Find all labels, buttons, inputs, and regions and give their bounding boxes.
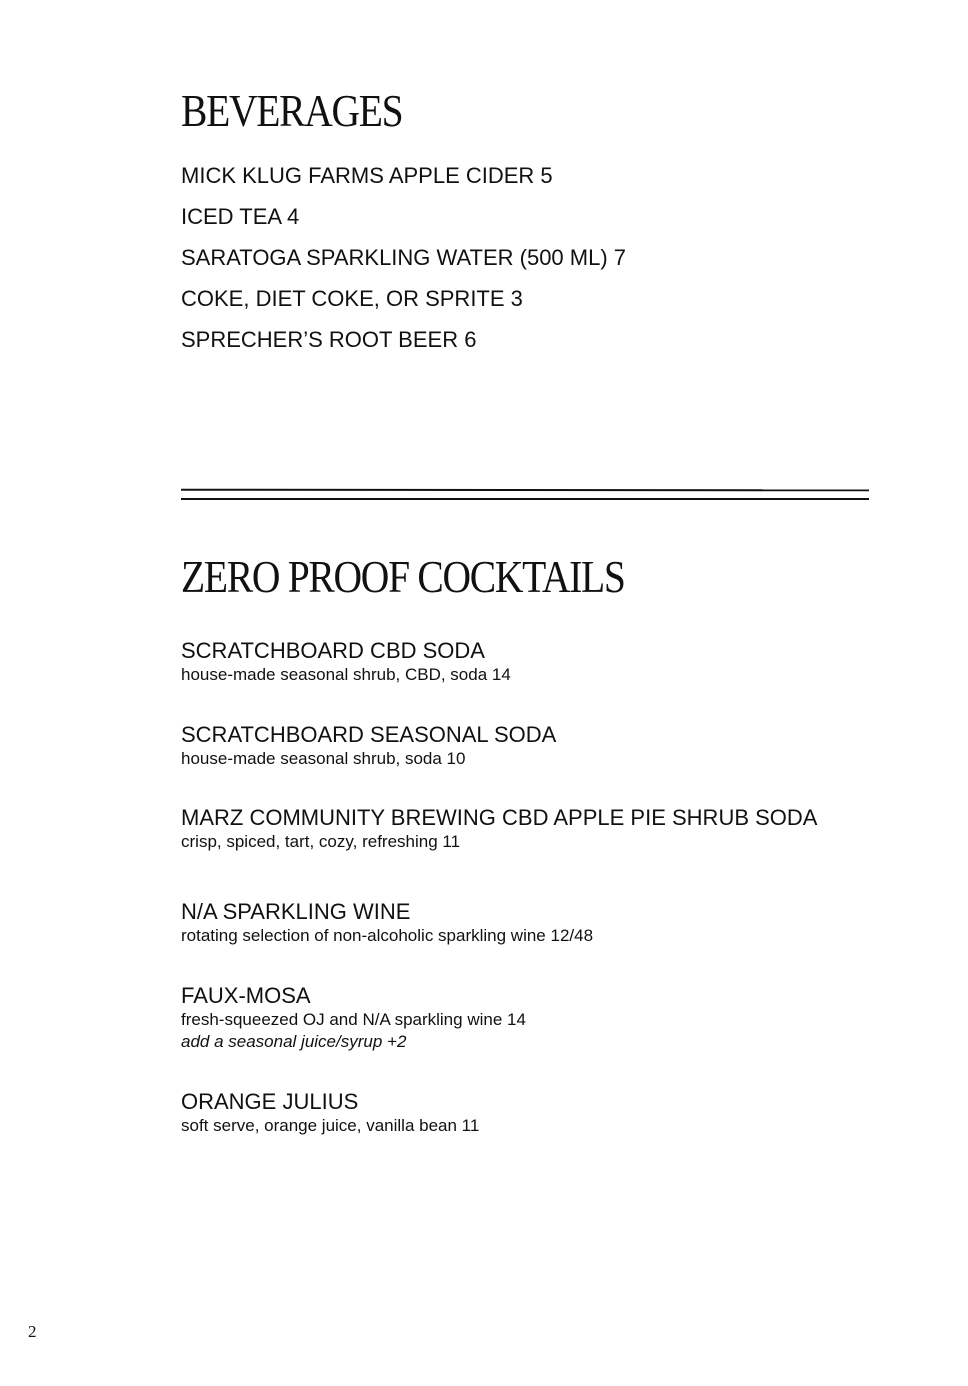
cocktail-name: ORANGE JULIUS	[181, 1089, 359, 1114]
zero-proof-heading: ZERO PROOF COCKTAILS	[181, 551, 625, 602]
cocktail-item	[181, 899, 593, 947]
cocktail-addon-note: add a seasonal juice/syrup +2	[181, 1032, 407, 1051]
beverages-heading: BEVERAGES	[181, 85, 403, 136]
cocktail-item	[181, 1089, 479, 1137]
cocktail-name: SCRATCHBOARD SEASONAL SODA	[181, 722, 557, 747]
cocktail-item	[181, 722, 556, 770]
divider-line-top	[181, 489, 869, 492]
beverage-item: SARATOGA SPARKLING WATER (500 ML) 7	[181, 245, 627, 270]
cocktail-item	[181, 638, 511, 686]
beverages-list	[181, 155, 626, 360]
beverage-item: MICK KLUG FARMS APPLE CIDER 5	[181, 163, 553, 188]
cocktail-description: rotating selection of non-alcoholic sparkling wine 12/48	[181, 926, 594, 945]
cocktail-name: FAUX-MOSA	[181, 983, 311, 1008]
cocktail-name: N/A SPARKLING WINE	[181, 899, 411, 924]
divider-line-bottom	[181, 498, 869, 500]
cocktail-name: MARZ COMMUNITY BREWING CBD APPLE PIE SHRUB SODA	[181, 805, 818, 830]
page-number: 2	[28, 1322, 37, 1341]
cocktail-item	[181, 983, 526, 1053]
cocktail-description: house-made seasonal shrub, CBD, soda 14	[181, 665, 511, 684]
cocktail-description: fresh-squeezed OJ and N/A sparkling wine 14	[181, 1010, 526, 1029]
beverage-item: COKE, DIET COKE, OR SPRITE 3	[181, 286, 523, 311]
beverage-item: ICED TEA 4	[181, 204, 300, 229]
beverage-item: SPRECHER’S ROOT BEER 6	[181, 327, 477, 352]
cocktail-description: house-made seasonal shrub, soda 10	[181, 749, 466, 768]
cocktail-name: SCRATCHBOARD CBD SODA	[181, 638, 485, 663]
cocktail-description: soft serve, orange juice, vanilla bean 11	[181, 1116, 480, 1135]
cocktail-description: crisp, spiced, tart, cozy, refreshing 11	[181, 832, 461, 851]
cocktail-item	[181, 805, 817, 853]
